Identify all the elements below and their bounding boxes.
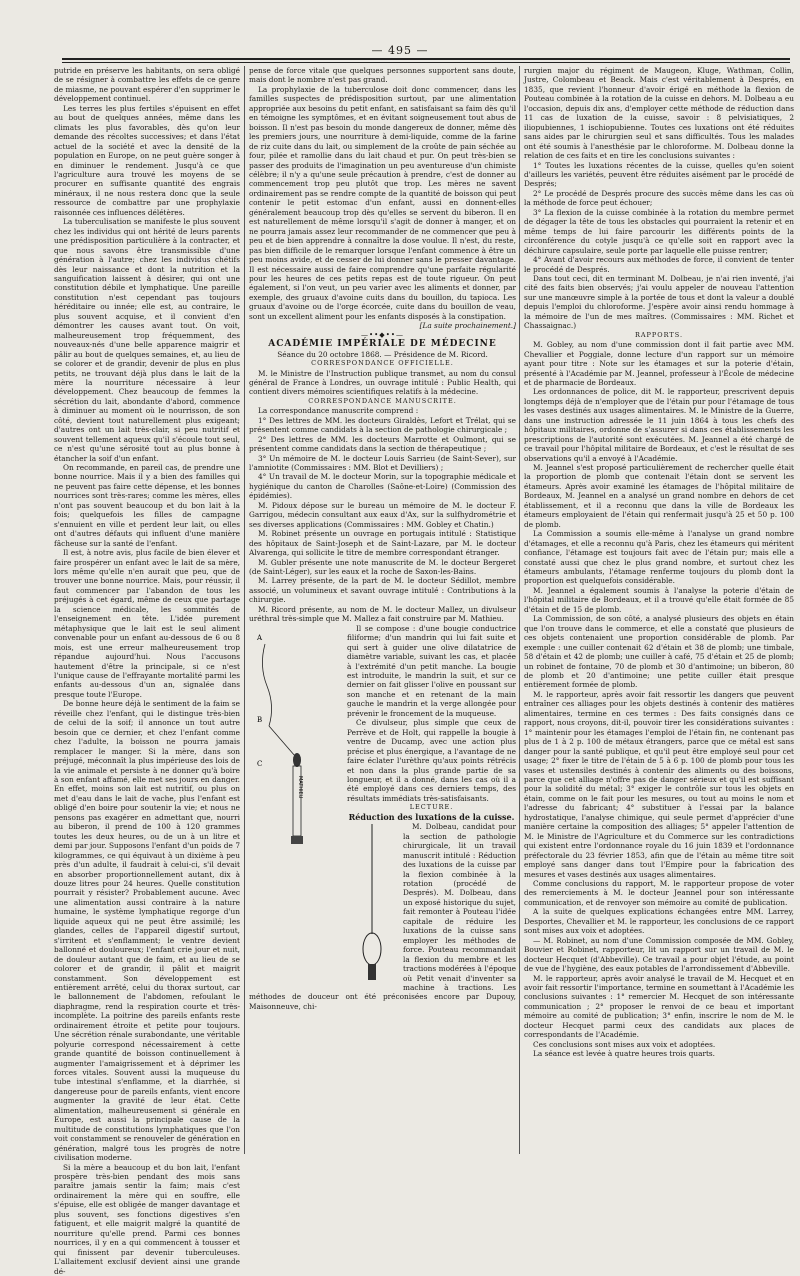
paragraph: Comme conclusions du rapport, M. le rapporteur propose de voter des remerciements à M. le docteur Jeannel pour son intéressante communication, et de renvoyer son mémoire au comité de publication. xyxy=(524,878,794,907)
paragraph: M. le rapporteur, après avoir analysé le travail de M. Hecquet et en avoir fait ressortir l'importance, termine en soumettant à l'Académie les conclusions suivantes : 1° remercier M. Hecquet de son intéressante communication ; 2° proposer le renvoi de ce beau et important mémoire au comité de publication; 3° enfin, inscrire le nom de M. le docteur Hecquet parmi ceux des candidats aux places de correspondants de l'Académie. xyxy=(524,973,794,1040)
paragraph: A la suite de quelques explications échangées entre MM. Larrey, Desportes, Chevallier et M. le rapporteur, les conclusions de ce rapport sont mises aux voix et adoptées. xyxy=(524,907,794,936)
paragraph: M. Robinet présente un ouvrage en portugais intitulé : Statistique des hôpitaux de Saint-Joseph et de Saint-Lazare, par M. le docteur Alvarenga, qui sollicite le titre de membre correspondant étranger. xyxy=(249,529,516,558)
subheading-official: CORRESPONDANCE OFFICIELLE. xyxy=(311,359,454,368)
subheading-rapports: RAPPORTS. xyxy=(634,330,684,339)
paragraph: M. Gubler présente une note manuscrite de M. le docteur Bergeret (de Saint-Léger), sur les eaux et la roche de Saxon-les-Bains. xyxy=(249,557,516,577)
list-item: 4° Un travail de M. le docteur Morin, sur la topographie médicale et hygiénique du canton de Charolles (Saône-et-Loire) (Commission des épidémies). xyxy=(249,472,516,501)
list-item: 3° La flexion de la cuisse combinée à la rotation du membre permet de dégager la tête de tous les obstacles qui pourraient la retenir et en même temps de lui faire parcourir les différents points de la circonférence du cotyle jusqu'à ce qu'elle soit en rapport avec la déchirure capsulaire, seule porte par laquelle elle puisse rentrer; xyxy=(524,207,794,255)
divulseur-illustration xyxy=(249,626,341,852)
column-1 xyxy=(54,66,240,1276)
list-item: 3° Un mémoire de M. le docteur Louis Sarrieu (de Saint-Sever), sur l'amniotite (Commissaires : MM. Blot et Devilliers) ; xyxy=(249,453,516,473)
paragraph: La prophylaxie de la tuberculose doit donc commencer, dans les familles suspectes de prédisposition surtout, par une alimentation appropriée aux besoins du petit enfant, en satisfaisant sa faim dès qu'il en témoigne les symptômes, et en évitant soigneusement tout abus de boisson. Il n'est pas besoin du monde dangereux de donner, même dès les premiers jours, une nourriture à demi-liquide, comme de la farine de riz cuite dans du lait, ou simplement de la croûte de pain séchée au four, pilée et ramollie dans du lait chaud et pur. On peut très-bien se passer des produits de l'imagination un peu aventureuse d'un chimiste célèbre; il n'y a qu'une seule précaution à prendre, c'est de donner au commencement trop peu plutôt que trop. Les mères ne savent ordinairement pas se rendre compte de la quantité de boisson qui peut contenir le petit estomac d'un enfant, aussi en donnent-elles généralement beaucoup trop dès qu'elles se servent du biberon. Il en est naturellement de même lorsqu'il s'agit de donner à manger, et on ne pourra jamais assez leur recommander de ne commencer que peu à peu et de bien apprendre à connaître la dose voulue. Il n'est, du reste, pas bien difficile de le remarquer lorsque l'enfant commence à être un peu moins avide, et de cesser de lui donner sans le presser davantage. Il est nécessaire aussi de faire comprendre qu'une parfaite régularité pour les heures de ces petits repas est de toute rigueur. On peut également, si l'on veut, un peu varier avec les aliments et donner, par exemple, des gruaux d'avoine cuits dans du bouillon, du tapioca. Les gruaux d'avoine ou de l'orge écorcée, cuite dans du bouillon de veau, sont un excellent aliment pour les enfants disposés à la constipation. xyxy=(249,84,516,321)
paragraph: La séance est levée à quatre heures trois quarts. xyxy=(533,1049,716,1059)
list-item: 2° Des lettres de MM. les docteurs Marrotte et Oulmont, qui se présentent comme candidats dans la section de thérapeutique ; xyxy=(249,434,516,454)
list-item: 4° Avant d'avoir recours aux méthodes de force, il convient de tenter le procédé de Després. xyxy=(524,255,794,274)
paragraph: Ces conclusions sont mises aux voix et adoptées. xyxy=(533,1039,716,1049)
paragraph: M. Pidoux dépose sur le bureau un mémoire de M. le docteur F. Garrigou, médecin consultant aux eaux d'Ax, sur la sulfhydrométrie et ses diverses applications (Commissaires : MM. Gobley et Chatin.) xyxy=(249,500,516,529)
list-item: 1° Des lettres de MM. les docteurs Giraldès, Lefort et Trélat, qui se présentent comme candidats à la section de pathologie chirurgicale ; xyxy=(249,415,516,435)
paragraph: M. Dolbeau, candidat pour la section de pathologie chirurgicale, lit un travail manuscrit intitulé : Réduction des luxations de la cuisse par la flexion combinée à la rotation (procédé de Després). M. Dolbeau, dans un exposé historique du sujet, fait remonter à Pouteau l'idée capitale de réduire les luxations de la cuisse sans employer les méthodes de force. Pouteau recommandait la flexion du membre et les tractions modérées à l'époque où Petit venait d'inventer sa machine à tractions. Les méthodes de douceur ont été préconisées encore par Dupouy, Maisonneuve, chi- xyxy=(249,822,516,1011)
paragraph: M. le Ministre de l'Instruction publique transmet, au nom du consul général de France à Londres, un ouvrage intitulé : Public Health, qui contient divers mémoires scientifiques relatifs à la médecine. xyxy=(249,368,516,397)
header-rule-thick xyxy=(62,58,790,60)
paragraph: La Commission, de son côté, a analysé plusieurs des objets en étain que l'on trouve dans le commerce, et elle a constaté que plusieurs de ces objets contenaient une proportion considérable de plomb. Par exemple : une cuiller contenait 62 d'étain et 38 de plomb; une timbale, 58 d'étain et 42 de plomb; une cuiller à café, 75 d'étain et 25 de plomb; un robinet de fontaine, 70 de plomb et 30 d'antimoine; un biberon, 80 de plomb et 20 d'antimoine; une petite cuiller était presque entièrement formée de plomb. xyxy=(524,614,794,690)
paragraph: M. le rapporteur, après avoir fait ressortir les dangers que peuvent entraîner ces alliages pour les objets destinés à contenir des matières alimentaires, termine en ces termes : Des faits consignés dans ce rapport, nous croyons, dit-il, pouvoir tirer les considérations suivantes : 1° maintenir pour les étamages l'emploi de l'étain fin, ne contenant pas plus de 1 à 2 p. 100 de métaux étrangers, parce que ce métal est sans danger pour la santé publique, et qu'il peut être employé seul pour cet usage; 2° fixer le titre de l'étain de 5 à 6 p. 100 de plomb pour tous les vases et ustensiles destinés à contenir des aliments ou des boissons, parce que cet alliage n'offre pas de danger sérieux et qu'il est suffisant pour la solidité du métal; 3° exiger le contrôle sur tous les objets en étain, comme on le fait pour les mesures, ou tout au moins le nom et l'adresse du fabricant; 4° substituer à l'essai par la balance hydrostatique, l'analyse chimique, qui seule permet d'apprécier d'une manière certaine la composition des alliages; 5° appeler l'attention de M. le Ministre de l'Agriculture et du Commerce sur les contradictions qui existent entre l'ordonnance royale du 16 juin 1839 et l'ordonnance préfectorale du 23 février 1853, afin que de l'étain au même titre soit employé sans danger dans tout l'Empire pour la fabrication des mesures et vases destinés aux usages alimentaires. xyxy=(524,689,794,879)
paragraph: Ce divulseur, plus simple que ceux de Perrève et de Holt, qui rappelle la bougie à ventre de Ducamp, avec une action plus précise et plus énergique, a l'avantage de ne faire éclater l'urèthre qu'aux points rétrécis et non dans la plus grande partie de sa longueur, et il a donné, dans les cas où il a été employé dans ces derniers temps, des résultats immédiats très-satisfaisants. xyxy=(347,718,516,803)
paragraph: Les terres les plus fertiles s'épuisent en effet au bout de quelques années, même dans les climats les plus favorables, dès qu'on leur demande des récoltes successives; et dans l'état actuel de la société et avec la densité de la population en Europe, on ne peut guère songer à en diminuer le rendement. Jusqu'à ce que l'agriculture aura trouvé les moyens de se procurer en suffisante quantité des engrais minéraux, il ne nous restera donc que la seule ressource de combattre par une prophylaxie raisonnée ces influences délétères. xyxy=(54,103,240,217)
list-item: 2° Le procédé de Després procure des succès même dans les cas où la méthode de force peut échouer; xyxy=(524,188,794,208)
paragraph: putride en préserve les habitants, on sera obligé de se résigner à combattre les effets de ce genre de miasme, ne pouvant espérer d'en supprimer le développement continuel. xyxy=(54,66,240,104)
header-rule-thin xyxy=(62,62,790,63)
paragraph: rurgien major du régiment de Maugeon, Kluge, Wathman, Collin, Justre, Colombeau et Beack. Mais c'est véritablement à Després, en 1835, que revient l'honneur d'avoir érigé en méthode la flexion de Pouteau combinée à la rotation de la cuisse en dehors. M. Dolbeau a eu l'occasion, depuis dix ans, d'employer cette méthode de réduction dans 11 cas de luxation de la cuisse, savoir : 8 pelvisiatiques, 2 iliopubiennes, 1 ischiopubienne. Toutes ces luxations ont été réduites sans aides par le chirurgien seul et sans difficultés. Tous les malades ont été soumis à l'anesthésie par le chloroforme. M. Dolbeau donne la relation de ces faits et en tire les conclusions suivantes : xyxy=(524,66,794,161)
paragraph: Il est, à notre avis, plus facile de bien élever et faire prospérer un enfant avec le lait de sa mère, lors même qu'elle n'en aurait que peu, que de trouver une bonne nourrice. Mais, pour réussir, il faut commencer par l'abandon de tous les préjugés à cet égard, même de ceux que partage la science médicale, les sommités de l'enseignement en tête. L'idée purement métaphysique que le lait est le seul aliment convenable pour un enfant au-dessous de 6 ou 8 mois, est une erreur malheureusement trop répandue aujourd'hui. Nous l'accusons hautement d'être la principale, si ce n'est l'unique cause de l'effrayante mortalité parmi les enfants au-dessous d'un an, signalée dans presque toute l'Europe. xyxy=(54,548,240,699)
subheading-lecture: LECTURE. xyxy=(409,803,454,812)
session-line: Séance du 20 octobre 1868. — Présidence de M. Ricord. xyxy=(277,349,488,359)
paragraph: On recommande, en pareil cas, de prendre une bonne nourrice. Mais il y a bien des familles qui ne peuvent pas faire cette dépense, et les bonnes nourrices sont très-rares; comme les mères, elles n'ont pas souvent beaucoup et du bon lait à la fois; quelquefois les filles de campagne s'ennuient en ville et perdent leur lait, ou elles ont d'autres défauts qui influent d'une manière fâcheuse sur la santé de l'enfant. xyxy=(54,463,240,548)
section-ornament: —••◆••— xyxy=(361,330,404,339)
column-divider-1 xyxy=(244,66,245,1154)
paragraph: La correspondance manuscrite comprend : xyxy=(258,406,419,416)
paragraph: pense de force vitale que quelques personnes supportent sans doute, mais dont le nombre n'est pas grand. xyxy=(249,66,516,85)
continuation-note: [La suite prochainement.] xyxy=(419,321,516,331)
paragraph: La Commission a soumis elle-même à l'analyse un grand nombre d'étamages, et elle a reconnu qu'à Paris, chez les étameurs qui méritent confiance, l'étamage est toujours fait avec de l'étain pur; mais elle a constaté aussi que chez le plus grand nombre, et surtout chez les étameurs ambulants, l'étamage renferme toujours du plomb dont la proportion est quelquefois considérable. xyxy=(524,529,794,586)
paragraph: M. Larrey présente, de la part de M. le docteur Sédillot, membre associé, un volumineux et savant ouvrage intitulé : Contributions à la chirurgie. xyxy=(249,576,516,605)
column-3 xyxy=(524,66,794,1154)
paragraph: Dans tout ceci, dit en terminant M. Dolbeau, je n'ai rien inventé, j'ai cité des faits bien observés; j'ai voulu appeler de nouveau l'attention sur une manœuvre simple à la portée de tous et dont la valeur a doublé depuis l'emploi du chloroforme. J'espère avoir ainsi rendu hommage à la mémoire de l'un de mes maîtres. (Commissaires : MM. Richet et Chassaignac.) xyxy=(524,273,794,331)
paragraph: M. Jeannel a également soumis à l'analyse la poterie d'étain de l'hôpital militaire de Bordeaux, et il a trouvé qu'elle était formée de 85 d'étain et de 15 de plomb. xyxy=(524,585,794,614)
page-number: — 495 — xyxy=(371,44,429,57)
subheading-manuscript: CORRESPONDANCE MANUSCRITE. xyxy=(308,396,457,405)
paragraph: Si la mère a beaucoup et du bon lait, l'enfant prospère très-bien pendant des mois sans paraître jamais sentir la faim; mais c'est ordinairement la mère qui en souffre, elle s'épuise, elle est obligée de manger davantage et plus souvent, ses fonctions digestives s'en fatiguent, et elle maigrit malgré la quantité de nourriture qu'elle prend. Parmi ces bonnes nourrices, il y en a qui commencent à tousser et qui finissent par devenir tuberculeuses. L'allaitement exclusif devient ainsi une grande dé- xyxy=(54,1162,240,1276)
instrument-handle-illustration xyxy=(347,824,397,984)
column-divider-2 xyxy=(519,66,520,1154)
manufacturer-mark: MATHIEU xyxy=(297,775,303,799)
paragraph: Il se compose : d'une bougie conductrice filiforme; d'un mandrin qui lui fait suite et qui sert à guider une olive dilatatrice de diamètre variable, suivant les cas, et placée à l'extrémité d'un petit manche. La bougie est introduite, le mandrin la suit, et sur ce dernier on fait glisser l'olive en poussant sur son manche et en retenant de la main gauche le mandrin et la verge allongée pour prévenir le froncement de la muqueuse. xyxy=(347,623,516,718)
paragraph: — M. Robinet, au nom d'une Commission composée de MM. Gobley, Bouvier et Robinet, rapporteur, lit un rapport sur un travail de M. le docteur Hecquet (d'Abbeville). Ce travail a pour objet l'étude, au point de vue de l'hygiène, des eaux potables de l'arrondissement d'Abbeville. xyxy=(524,935,794,974)
paragraph: La tuberculisation se manifeste le plus souvent chez les individus qui ont hérité de leurs parents une prédisposition particulière à la contracter, et que nous savons être transmissible d'une génération à l'autre; chez les individus chétifs dès leur naissance et dont la nutrition et la sanguification laissent à désirer, qui ont une constitution débile et lymphatique. Une pareille constitution n'est cependant pas toujours héréditaire ou innée; elle est, au contraire, le plus souvent acquise, et il convient d'en démontrer les causes avant tout. On voit, malheureusement trop fréquemment, des nouveaux-nés d'une belle apparence maigrir et pâlir au bout de quelques semaines, et, au lieu de se colorer et de grandir, devenir de plus en plus petits, ne trouvant déjà plus dans le lait de la mère la nourriture nécessaire à leur développement. Chez beaucoup de femmes la sécrétion du lait, abondante d'abord, commence à diminuer au moment où le nourrisson, de son côté, devient tout naturellement plus exigeant; d'autres ont un lait très-clair, si peu nutritif et souvent tellement aqueux qu'il s'écoule tout seul, ce n'est qu'une sérosité tout au plus bonne à étancher la soif d'un enfant. xyxy=(54,217,240,463)
paragraph: M. Gobley, au nom d'une commission dont il fait partie avec MM. Chevallier et Poggiale, donne lecture d'un rapport sur un mémoire ayant pour titre : Note sur les étamages et sur la poterie d'étain, présenté à l'Académie par M. Jeannel, professeur à l'École de médecine et de pharmacie de Bordeaux. xyxy=(524,340,794,387)
paragraph: M. Jeannel s'est proposé particulièrement de rechercher quelle était la proportion de plomb que contenait l'étain dont se servent les étameurs. Après avoir examiné les étamages de l'hôpital militaire de Bordeaux, M. Jeannel en a analysé un grand nombre en dehors de cet établissement, et il a reconnu que dans la ville de Bordeaux les étameurs employaient de l'étain qui renfermait jusqu'à 25 et 50 p. 100 de plomb. xyxy=(524,463,794,529)
figure-letter-b: B xyxy=(257,715,263,724)
academy-heading: ACADÉMIE IMPÉRIALE DE MÉDECINE xyxy=(268,339,497,350)
figure-letter-c: C xyxy=(257,759,263,768)
list-item: 1° Toutes les luxations récentes de la cuisse, quelles qu'en soient d'ailleurs les variétés, peuvent être réduites aisément par le procédé de Després; xyxy=(524,160,794,189)
column-2 xyxy=(249,66,516,1154)
paragraph: De bonne heure déjà le sentiment de la faim se réveille chez l'enfant, qui le distingue très-bien de celui de la soif; il annonce un tout autre besoin que ce dernier, et chez l'enfant comme chez l'adulte, la boisson ne pourra jamais remplacer le manger. Si la mère, dans son préjugé, méconnaît la plus impérieuse des lois de la vie animale et persiste à ne donner qu'à boire à son enfant affamé, elle met ses jours en danger. En effet, moins son lait est nutritif, ou plus on met d'eau dans le lait de vache, plus l'enfant est obligé d'en boire pour soutenir la vie; et nous ne pensons pas exagérer en admettant que, nourri au biberon, il prend de 100 à 120 grammes toutes les deux heures, ou de un à un litre et demi par jour. Supposons l'enfant d'un poids de 7 kilogrammes, ce qui équivaut à un dixième à peu près d'un adulte, il faudrait à celui-ci, s'il devait en absorber proportionnellement autant, dix à douze litres pour 24 heures. Quelle constitution pourrait y résister? Probablement aucune. Avec une alimentation aussi contraire à la nature humaine, le système lymphatique regorge d'un liquide aqueux qui ne peut être assimilé; les glandes, celles de l'appareil digestif surtout, s'irritent et s'enflamment; le ventre devient ballonné et douloureux; l'enfant crie jour et nuit, de douleur autant que de faim, et au lieu de se colorer et de grandir, il pâlit et maigrit constamment. Son développement est entièrement arrêté, celui du thorax surtout, car le ballonnement de l'abdomen, refoulant le diaphragme, rend la respiration courte et très-incomplète. La poitrine des pareils enfants reste ordinairement étroite et petite pour toujours. Une sécrétion rénale surabondante, une véritable polyurie correspond nécessairement à cette grande quantité de boisson continuellement à augmenter l'amaigrissement et à déprimer les forces vitales. Souvent aussi la muqueuse du tube intestinal s'enflamme, et la diarrhée, si dangereuse pour de pareils enfants, vient encore augmenter la gravité de leur état. Cette alimentation, malheureusement si générale en Europe, est aussi la principale cause de la multitude de constitutions lymphatiques que l'on voit constamment se renouveler de génération en génération, malgré tous les progrès de notre civilisation moderne. xyxy=(54,699,240,1163)
paragraph: Les ordonnances de police, dit M. le rapporteur, prescrivent depuis longtemps déjà de n'employer que de l'étain pur pour l'étamage de tous les vases destinés aux usages alimentaires. M. le Ministre de la Guerre, dans une instruction adressée le 11 juin 1864 à tous les chefs des hôpitaux militaires, ordonne de s'assurer si dans ces établissements les prescriptions de l'autorité sont exécutées. M. Jeannel a été chargé de ce travail pour l'hôpital militaire de Bordeaux, et c'est le résultat de ses observations qu'il a envoyé à l'Académie. xyxy=(524,387,794,463)
paragraph: M. Ricord présente, au nom de M. le docteur Mallez, un divulseur uréthral très-simple que M. Mallez a fait construire par M. Mathieu. xyxy=(249,604,516,624)
figure-letter-a: A xyxy=(257,633,263,642)
article-title: Réduction des luxations de la cuisse. xyxy=(348,811,515,822)
